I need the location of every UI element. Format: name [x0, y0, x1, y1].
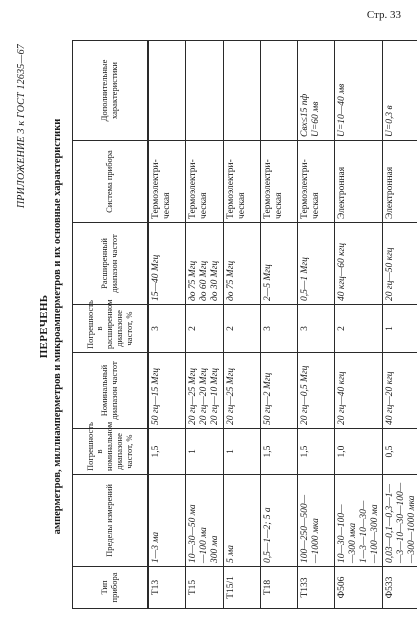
cell-line: —300—1000 мка [407, 495, 417, 563]
appendix-label: ПРИЛОЖЕНИЕ 3 к ГОСТ 12635—67 [16, 44, 27, 209]
cell-err-nom: 1,5 [260, 429, 297, 475]
cell-extra [186, 41, 224, 141]
cell-line: —100 ма [198, 527, 209, 563]
table-row [260, 41, 297, 609]
cell-line: 15—40 Мгц [151, 254, 161, 301]
header-range-nominal: Номинальный диапазон частот [73, 353, 149, 429]
rotated-sheet [12, 38, 417, 615]
table-row [223, 41, 260, 609]
cell-err-nom: 1,5 [297, 429, 334, 475]
cell-line: ческая [161, 192, 172, 219]
cell-type: Т15/1 [223, 567, 260, 609]
cell-err-ext: 3 [297, 305, 334, 353]
cell-range-ext [297, 223, 334, 305]
document-subtitle: амперметров, миллиамперметров и микроамперметров и их основные характеристики [52, 118, 63, 535]
cell-line: 50 гц—2 Мгц [262, 372, 273, 425]
cell-limits [186, 475, 224, 567]
cell-system [297, 141, 334, 223]
cell-system [383, 141, 417, 223]
cell-range-nom [223, 353, 260, 429]
cell-range-ext [334, 223, 383, 305]
cell-range-ext [186, 223, 224, 305]
table-header-row [73, 41, 149, 609]
cell-line: 20 гц—25 Мгц [225, 367, 236, 425]
cell-range-nom [186, 353, 224, 429]
cell-system [334, 141, 383, 223]
cell-system [223, 141, 260, 223]
cell-type: Ф506 [334, 567, 383, 609]
cell-err-ext: 2 [223, 305, 260, 353]
cell-line: Электронная [385, 166, 396, 219]
cell-line: 50 гц—15 Мгц [151, 367, 161, 425]
table-row [186, 41, 224, 609]
cell-line: до 60 Мгц [198, 260, 209, 301]
cell-range-ext [260, 223, 297, 305]
cell-range-ext [223, 223, 260, 305]
cell-type: Т15 [186, 567, 224, 609]
cell-line: 0,5—1 Мгц [299, 257, 310, 301]
cell-line: Электронная [336, 166, 347, 219]
cell-line: до 75 Мгц [225, 260, 236, 301]
cell-line: ческая [198, 192, 209, 219]
cell-line: —100—300 ма [369, 504, 380, 563]
cell-line: 40 кгц—60 кгц [336, 243, 347, 301]
page-number: Стр. 33 [366, 9, 401, 21]
cell-line: 20 гц—50 кгц [385, 247, 396, 301]
cell-err-nom: 0,5 [383, 429, 417, 475]
cell-range-nom [334, 353, 383, 429]
cell-extra [334, 41, 383, 141]
header-range-extended: Расширенный диапазон частот [73, 223, 149, 305]
cell-line: U=60 мв [310, 101, 321, 137]
cell-line: ческая [273, 192, 284, 219]
cell-limits [148, 475, 186, 567]
cell-system [148, 141, 186, 223]
cell-err-nom: 1 [223, 429, 260, 475]
cell-line: 20 гц—25 Мгц [188, 367, 198, 425]
cell-err-ext: 3 [260, 305, 297, 353]
cell-err-ext: 1 [383, 305, 417, 353]
cell-type: Т133 [297, 567, 334, 609]
cell-extra [383, 41, 417, 141]
cell-limits [334, 475, 383, 567]
cell-line: 2—5 Мгц [262, 264, 273, 301]
table-row [334, 41, 383, 609]
cell-err-ext: 2 [186, 305, 224, 353]
cell-range-ext [383, 223, 417, 305]
cell-line: —300 мка [347, 522, 358, 563]
cell-range-nom [383, 353, 417, 429]
cell-range-nom [297, 353, 334, 429]
cell-extra [260, 41, 297, 141]
cell-line: 10—30—50 ма [188, 504, 198, 563]
cell-range-nom [148, 353, 186, 429]
cell-line: ческая [310, 192, 321, 219]
cell-line: Cвх≤15 пф [299, 93, 310, 137]
cell-line: 20 гц—0,5 Мгц [299, 365, 310, 425]
cell-err-ext: 3 [148, 305, 186, 353]
cell-line: Термоэлектри- [262, 159, 273, 219]
cell-line: 0,03—0,1—0,3—1— [385, 484, 396, 563]
cell-limits [223, 475, 260, 567]
cell-type: Т18 [260, 567, 297, 609]
document-title: ПЕРЕЧЕНЬ [38, 294, 50, 359]
cell-err-nom: 1,5 [148, 429, 186, 475]
header-error-extended: Погрешность в расширенном диапазоне частот, % [73, 305, 149, 353]
header-type: Тип прибора [73, 567, 149, 609]
header-limits: Пределы измерений [73, 475, 149, 567]
cell-limits [260, 475, 297, 567]
header-error-nominal: Погрешность в номинальном диапазоне частот, % [73, 429, 149, 475]
table-row [297, 41, 334, 609]
instrument-table [72, 40, 417, 609]
header-extra: Дополнительные характеристики [73, 41, 149, 141]
cell-limits [297, 475, 334, 567]
cell-line: 20 гц—10 Мгц [209, 367, 220, 425]
cell-line: 20 гц—40 кгц [336, 371, 347, 425]
cell-line: Термоэлектри- [151, 159, 161, 219]
cell-line: 40 гц—20 кгц [385, 371, 396, 425]
cell-line: ческая [236, 192, 247, 219]
cell-extra [297, 41, 334, 141]
cell-line: 0,5—1—2; 5 а [262, 507, 273, 563]
cell-limits [383, 475, 417, 567]
cell-range-ext [148, 223, 186, 305]
cell-line: —1000 мка [310, 518, 321, 563]
cell-line: Термоэлектри- [188, 159, 198, 219]
cell-line: —3—10—30—100— [396, 482, 407, 563]
header-system: Система прибора [73, 141, 149, 223]
cell-err-nom: 1,0 [334, 429, 383, 475]
cell-line: Термоэлектри- [299, 159, 310, 219]
cell-type: Ф533 [383, 567, 417, 609]
cell-line: 5 ма [225, 545, 236, 563]
cell-line: Термоэлектри- [225, 159, 236, 219]
cell-err-ext: 2 [334, 305, 383, 353]
cell-extra [148, 41, 186, 141]
cell-line: 100—250—500— [299, 494, 310, 563]
cell-line: 20 гц—20 Мгц [198, 367, 209, 425]
cell-line: 1—3—10—30— [358, 500, 369, 563]
cell-line: 10—30—100— [336, 504, 347, 563]
table-row [383, 41, 417, 609]
cell-line: U=0,3 в [385, 105, 396, 137]
cell-err-nom: 1 [186, 429, 224, 475]
cell-extra [223, 41, 260, 141]
cell-line: 1—3 ма [151, 531, 161, 563]
cell-line: 300 ма [209, 535, 220, 563]
cell-range-nom [260, 353, 297, 429]
cell-line: до 75 Мгц [188, 260, 198, 301]
cell-system [186, 141, 224, 223]
table-row [148, 41, 186, 609]
cell-line: до 30 Мгц [209, 260, 220, 301]
cell-system [260, 141, 297, 223]
cell-type: Т13 [148, 567, 186, 609]
cell-line: U=10—40 мв [336, 83, 347, 137]
